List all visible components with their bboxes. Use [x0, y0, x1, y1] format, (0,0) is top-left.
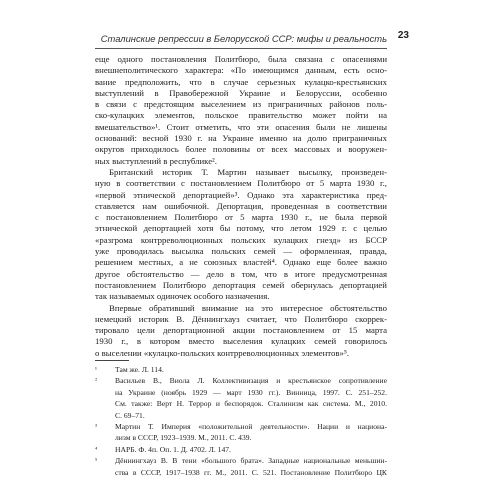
footnote-number: ¹: [95, 366, 97, 373]
text-line: другое обстоятельство — дело в том, что в итоге предусмотренная: [95, 268, 387, 279]
text-line: постановлением Политбюро депортация семей обернулась депортацией: [95, 279, 387, 290]
text-line: внешнеполитического характера: «По имеющимся данным, есть осно-: [95, 65, 387, 76]
text-line: 1930 г., в котором вместо выселения кулацких семей говорилось: [95, 336, 387, 347]
footnote-number: ⁴: [95, 445, 98, 453]
footnote: [95, 455, 387, 478]
text-line: тировало цели депортационной акции постановлением от 15 марта: [95, 325, 387, 336]
text-line: выступлений в Правобережной Украине и Белоруссии, особенно: [95, 87, 387, 98]
body-text: [95, 54, 387, 359]
text-line: ную в соответствии с постановлением Политбюро от 5 марта 1930 г.,: [95, 178, 387, 189]
text-line: вмешательство»¹. Стоит отметить, что эти опасения были не лишены: [95, 121, 387, 132]
text-line: еще одного постановления Политбюро, была связана с опасениями: [95, 54, 387, 64]
footnote-line: Дённингхауз В. В тени «большого брата». Западные национальные меньшин-: [115, 456, 387, 466]
text-line: с постановлением Политбюро от 5 марта 1930 г., не была первой: [95, 212, 387, 223]
text-line: округов приходилось более половины от всех массовых и вооружен-: [95, 144, 387, 155]
footnotes: [95, 364, 387, 478]
footnote: [95, 444, 387, 455]
text-line: оснований: весной 1930 г. на Украине именно на долю приграничных: [95, 133, 387, 144]
text-line: о выселении «кулацко-польских контрреволюционных элементов»⁵.: [95, 347, 350, 358]
text-line: «первой этнической депортацией»³. Однако эта характеристика пред-: [95, 189, 387, 200]
footnote-number: ²: [95, 377, 97, 385]
footnote-rule: [95, 360, 129, 361]
text-line: так называемых одиночек особого назначения.: [95, 291, 270, 302]
text-line: в связи с предстоящим выселением из приграничных районов поль-: [95, 99, 387, 110]
page-number: 23: [397, 30, 409, 41]
text-line: немецкий историк В. Дённингхауз считает, что Политбюро скоррек-: [95, 313, 387, 324]
text-line: вание предположить, что в случае серьезных кулацко-крестьянских: [95, 76, 387, 87]
text-line: Впервые обративший внимание на это интересное обстоятельство: [109, 302, 387, 313]
footnote-line: на Украине (ноябрь 1929 — март 1930 гг.). Винница, 1997. С. 251–252.: [115, 387, 387, 397]
footnote-line: лизм в СССР, 1923–1939. М., 2011. С. 439.: [115, 433, 252, 443]
text-line: решением местных, а не союзных властей⁴. Однако еще более важно: [95, 257, 387, 268]
text-line: «разгрома контрреволюционных польских кулацких гнезд» из БССР: [95, 234, 387, 245]
footnote-number: ³: [95, 422, 97, 430]
footnote-number: ⁵: [95, 457, 98, 465]
text-line: ско-кулацких элементов, польское правительство может пойти на: [95, 110, 387, 121]
text-line: ставляется нам ошибочной. Депортация, проведенная в соответствии: [95, 200, 387, 211]
footnote-line: НАРБ. Ф. 4п. Оп. 1. Д. 4702. Л. 147.: [115, 444, 231, 454]
footnote-line: Васильев В., Виола Л. Коллективизация и крестьянское сопротивление: [115, 376, 387, 386]
text-line: Британский историк Т. Мартин называет высылку, произведен-: [109, 166, 387, 177]
text-line: уже проводилась высылка польских семей — оформленная, правда,: [95, 246, 387, 257]
footnote-line: См. также: Верт Н. Террор и беспорядок. Сталинизм как система. М., 2010.: [115, 399, 387, 409]
running-header: [95, 30, 409, 46]
header-rule: [95, 48, 387, 49]
footnote-line: Там же. Л. 114.: [115, 365, 164, 374]
footnote-line: Мартин Т. Империя «положительной деятельности». Нации и национа-: [115, 421, 387, 431]
footnote-line: ства в СССР, 1917–1938 гг. М., 2011. С. 521. Постановление Политбюро ЦК: [115, 467, 387, 477]
footnote: [95, 364, 387, 375]
footnote: [95, 375, 387, 421]
footnote-line: С. 69–71.: [115, 410, 145, 420]
text-line: этнической депортацией хотя бы потому, что летом 1929 г. с целью: [95, 223, 387, 234]
text-line: ных выступлений в республике².: [95, 155, 217, 166]
running-header-title: Сталинские репрессии в Белорусской ССР: мифы и реальность: [100, 32, 387, 44]
footnote: [95, 421, 387, 444]
